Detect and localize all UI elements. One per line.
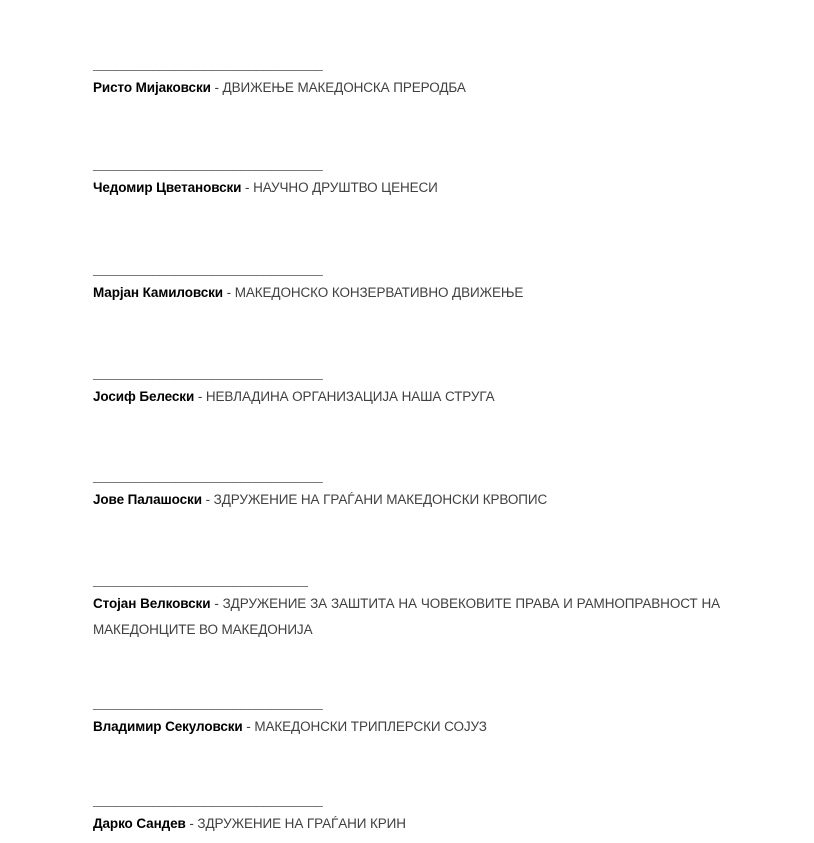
- signatory-name: Јове Палашоски: [93, 492, 202, 507]
- signatory-entry: [93, 55, 720, 101]
- entry-text: [93, 714, 720, 740]
- name-org-separator: -: [214, 596, 219, 611]
- name-org-separator: -: [245, 180, 250, 195]
- signatory-entry: [93, 364, 720, 410]
- signature-line: _______________________________: [93, 57, 323, 72]
- signatory-entry: [93, 694, 720, 740]
- organization-name: ЗДРУЖЕНИЕ НА ГРАЃАНИ МАКЕДОНСКИ КРВОПИС: [213, 492, 548, 507]
- organization-name: ЗДРУЖЕНИЕ ЗА ЗАШТИТА НА ЧОВЕКОВИТЕ ПРАВА И РАМНОПРАВНОСТ НА МАКЕДОНЦИТЕ ВО МАКЕДОНИЈА: [93, 596, 720, 637]
- organization-name: НАУЧНО ДРУШТВО ЦЕНЕСИ: [253, 180, 438, 195]
- signatory-name: Ристо Мијаковски: [93, 80, 211, 95]
- organization-name: МАКЕДОНСКИ ТРИПЛЕРСКИ СОЈУЗ: [254, 719, 487, 734]
- signature-line: _______________________________: [93, 696, 323, 711]
- organization-name: НЕВЛАДИНА ОРГАНИЗАЦИЈА НАША СТРУГА: [205, 389, 495, 404]
- name-org-separator: -: [214, 80, 219, 95]
- signatory-entry: [93, 571, 720, 643]
- signature-line: _______________________________: [93, 157, 323, 172]
- name-org-separator: -: [197, 389, 203, 404]
- signature-line: _______________________________: [93, 793, 323, 808]
- signatory-name: Јосиф Белески: [93, 389, 195, 404]
- signature-line: _______________________________: [93, 262, 323, 277]
- signatory-name: Владимир Секуловски: [93, 719, 243, 734]
- name-org-separator: -: [205, 492, 210, 507]
- organization-name: ЗДРУЖЕНИЕ НА ГРАЃАНИ КРИН: [197, 816, 406, 831]
- entry-text: [93, 384, 720, 410]
- signatory-name: Стојан Велковски: [93, 596, 211, 611]
- organization-name: ДВИЖЕЊЕ МАКЕДОНСКА ПРЕРОДБА: [222, 80, 466, 95]
- entry-text: [93, 591, 720, 643]
- entry-text: [93, 175, 720, 201]
- name-org-separator: -: [189, 816, 194, 831]
- signatory-name: Дарко Сандев: [93, 816, 186, 831]
- entry-text: [93, 280, 720, 306]
- signature-line: _______________________________: [93, 469, 323, 484]
- name-org-separator: -: [246, 719, 251, 734]
- entry-text: [93, 487, 720, 513]
- signatory-entry: [93, 791, 720, 837]
- name-org-separator: -: [226, 285, 232, 300]
- signatory-entry: [93, 467, 720, 513]
- signature-line: _____________________________: [93, 573, 308, 588]
- signature-line: _______________________________: [93, 366, 323, 381]
- entry-text: [93, 811, 720, 837]
- signatory-name: Марјан Камиловски: [93, 285, 223, 300]
- entry-text: [93, 75, 720, 101]
- signatory-name: Чедомир Цветановски: [93, 180, 242, 195]
- organization-name: МАКЕДОНСКО КОНЗЕРВАТИВНО ДВИЖЕЊЕ: [234, 285, 524, 300]
- signatory-entry: [93, 155, 720, 201]
- signatory-entry: [93, 260, 720, 306]
